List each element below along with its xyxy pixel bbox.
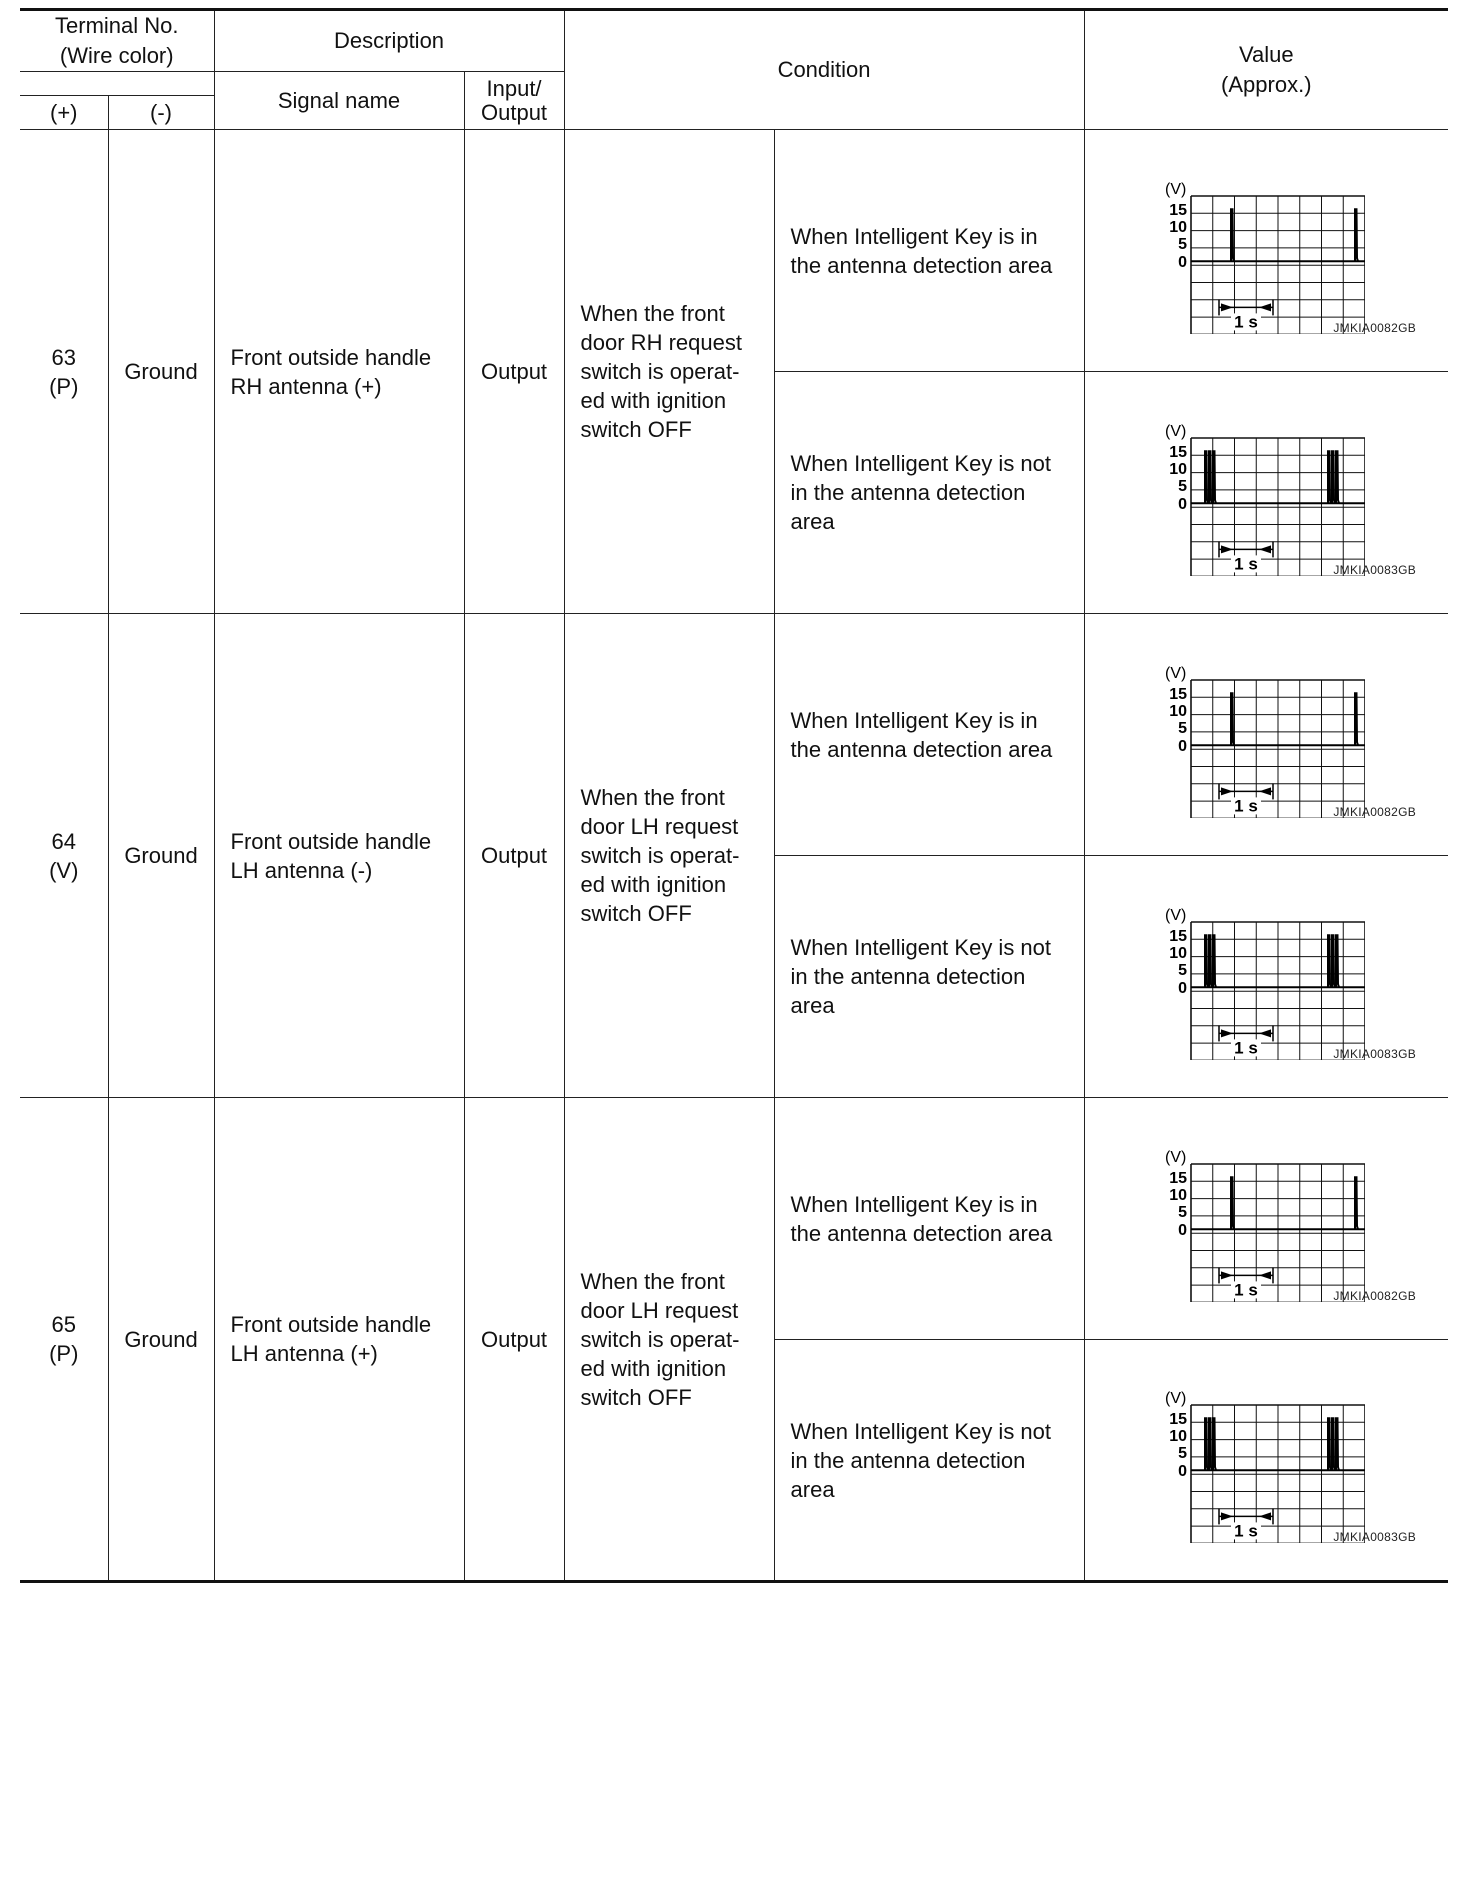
io-cell: Output bbox=[464, 614, 564, 1098]
pulse-train bbox=[1205, 451, 1339, 503]
time-label: 1 s bbox=[1233, 1037, 1258, 1057]
header-input-output: Input/ Output bbox=[464, 72, 564, 130]
waveform-cell bbox=[1084, 614, 1448, 856]
pulse-train bbox=[1231, 693, 1358, 745]
terminal-row bbox=[20, 614, 1448, 856]
figure-code: JMKIA0082GB bbox=[1333, 805, 1417, 819]
waveform-grid bbox=[1191, 196, 1365, 334]
y-tick-label: 10 bbox=[1168, 944, 1187, 962]
y-tick-label: 15 bbox=[1168, 1411, 1187, 1429]
y-tick-label: 15 bbox=[1168, 1169, 1187, 1187]
figure-code: JMKIA0083GB bbox=[1333, 1530, 1417, 1544]
waveform-cell bbox=[1084, 1098, 1448, 1340]
time-scale-marker bbox=[1219, 541, 1273, 573]
unit-label: (V) bbox=[1164, 422, 1186, 440]
header-signal-name: Signal name bbox=[214, 72, 464, 130]
header-terminal-no: Terminal No. (Wire color) bbox=[20, 10, 214, 72]
time-label: 1 s bbox=[1233, 311, 1258, 331]
y-tick-label: 5 bbox=[1177, 1445, 1187, 1463]
waveform-chart bbox=[1125, 416, 1365, 576]
figure-code: JMKIA0082GB bbox=[1333, 321, 1417, 335]
waveform-chart bbox=[1125, 1383, 1365, 1543]
time-label: 1 s bbox=[1233, 1521, 1258, 1541]
y-tick-label: 0 bbox=[1177, 1221, 1187, 1239]
signal-name-cell: Front outside handle LH antenna (+) bbox=[214, 1098, 464, 1582]
sub-condition-cell: When Intelligent Key is not in the antenna detection area bbox=[774, 372, 1084, 614]
y-tick-label: 15 bbox=[1168, 927, 1187, 945]
pulse-train bbox=[1205, 935, 1339, 987]
y-tick-label: 5 bbox=[1177, 1203, 1187, 1221]
time-scale-marker bbox=[1219, 1267, 1273, 1299]
terminal-cell: 64 (V) bbox=[20, 614, 108, 1098]
unit-label: (V) bbox=[1164, 906, 1186, 924]
pulse-train bbox=[1231, 1177, 1358, 1229]
time-scale-marker bbox=[1219, 1508, 1273, 1540]
header-minus: (-) bbox=[108, 96, 214, 130]
ground-cell: Ground bbox=[108, 1098, 214, 1582]
time-scale-marker bbox=[1219, 783, 1273, 815]
y-tick-label: 10 bbox=[1168, 218, 1187, 236]
header-value: Value (Approx.) bbox=[1084, 10, 1448, 130]
waveform-chart bbox=[1125, 1142, 1365, 1302]
y-tick-label: 5 bbox=[1177, 235, 1187, 253]
signal-name-cell: Front outside handle LH antenna (-) bbox=[214, 614, 464, 1098]
waveform-grid bbox=[1191, 1405, 1365, 1543]
waveform-cell bbox=[1084, 130, 1448, 372]
waveform-grid bbox=[1191, 1164, 1365, 1302]
waveform-grid bbox=[1191, 922, 1365, 1060]
unit-label: (V) bbox=[1164, 664, 1186, 682]
time-scale-marker bbox=[1219, 299, 1273, 331]
figure-code: JMKIA0083GB bbox=[1333, 563, 1417, 577]
header-condition: Condition bbox=[564, 10, 1084, 130]
y-tick-label: 5 bbox=[1177, 719, 1187, 737]
y-tick-label: 0 bbox=[1177, 979, 1187, 997]
y-tick-label: 0 bbox=[1177, 1463, 1187, 1481]
waveform-chart bbox=[1125, 174, 1365, 334]
time-scale-marker bbox=[1219, 1025, 1273, 1057]
waveform-cell bbox=[1084, 372, 1448, 614]
y-tick-label: 10 bbox=[1168, 1428, 1187, 1446]
waveform-grid bbox=[1191, 680, 1365, 818]
sub-condition-cell: When Intelligent Key is in the antenna detection area bbox=[774, 614, 1084, 856]
ground-cell: Ground bbox=[108, 130, 214, 614]
waveform-grid bbox=[1191, 438, 1365, 576]
y-tick-label: 10 bbox=[1168, 460, 1187, 478]
header-description: Description bbox=[214, 10, 564, 72]
terminal-cell: 63 (P) bbox=[20, 130, 108, 614]
y-tick-label: 15 bbox=[1168, 201, 1187, 219]
io-cell: Output bbox=[464, 1098, 564, 1582]
waveform-cell bbox=[1084, 856, 1448, 1098]
condition-cell: When the front door LH request switch is operat- ed with ignition switch OFF bbox=[564, 1098, 774, 1582]
unit-label: (V) bbox=[1164, 1148, 1186, 1166]
terminal-row bbox=[20, 130, 1448, 372]
waveform-chart bbox=[1125, 658, 1365, 818]
time-label: 1 s bbox=[1233, 553, 1258, 573]
signal-name-cell: Front outside handle RH antenna (+) bbox=[214, 130, 464, 614]
sub-condition-cell: When Intelligent Key is not in the antenna detection area bbox=[774, 1340, 1084, 1582]
ground-cell: Ground bbox=[108, 614, 214, 1098]
sub-condition-cell: When Intelligent Key is not in the antenna detection area bbox=[774, 856, 1084, 1098]
sub-condition-cell: When Intelligent Key is in the antenna detection area bbox=[774, 130, 1084, 372]
unit-label: (V) bbox=[1164, 1390, 1186, 1407]
y-tick-label: 15 bbox=[1168, 443, 1187, 461]
y-tick-label: 10 bbox=[1168, 702, 1187, 720]
unit-label: (V) bbox=[1164, 180, 1186, 198]
y-tick-label: 10 bbox=[1168, 1186, 1187, 1204]
terminal-cell: 65 (P) bbox=[20, 1098, 108, 1582]
sub-condition-cell: When Intelligent Key is in the antenna detection area bbox=[774, 1098, 1084, 1340]
time-label: 1 s bbox=[1233, 1279, 1258, 1299]
pulse-train bbox=[1205, 1418, 1339, 1470]
y-tick-label: 15 bbox=[1168, 685, 1187, 703]
condition-cell: When the front door LH request switch is operat- ed with ignition switch OFF bbox=[564, 614, 774, 1098]
y-tick-label: 0 bbox=[1177, 253, 1187, 271]
figure-code: JMKIA0083GB bbox=[1333, 1047, 1417, 1061]
pulse-train bbox=[1231, 209, 1358, 261]
y-tick-label: 5 bbox=[1177, 961, 1187, 979]
y-tick-label: 5 bbox=[1177, 477, 1187, 495]
terminal-signal-table bbox=[20, 8, 1448, 1583]
y-tick-label: 0 bbox=[1177, 495, 1187, 513]
y-tick-label: 0 bbox=[1177, 737, 1187, 755]
figure-code: JMKIA0082GB bbox=[1333, 1289, 1417, 1303]
terminal-row bbox=[20, 1098, 1448, 1340]
waveform-chart bbox=[1125, 900, 1365, 1060]
time-label: 1 s bbox=[1233, 795, 1258, 815]
io-cell: Output bbox=[464, 130, 564, 614]
header-plus: (+) bbox=[20, 96, 108, 130]
waveform-cell bbox=[1084, 1340, 1448, 1582]
condition-cell: When the front door RH request switch is operat- ed with ignition switch OFF bbox=[564, 130, 774, 614]
